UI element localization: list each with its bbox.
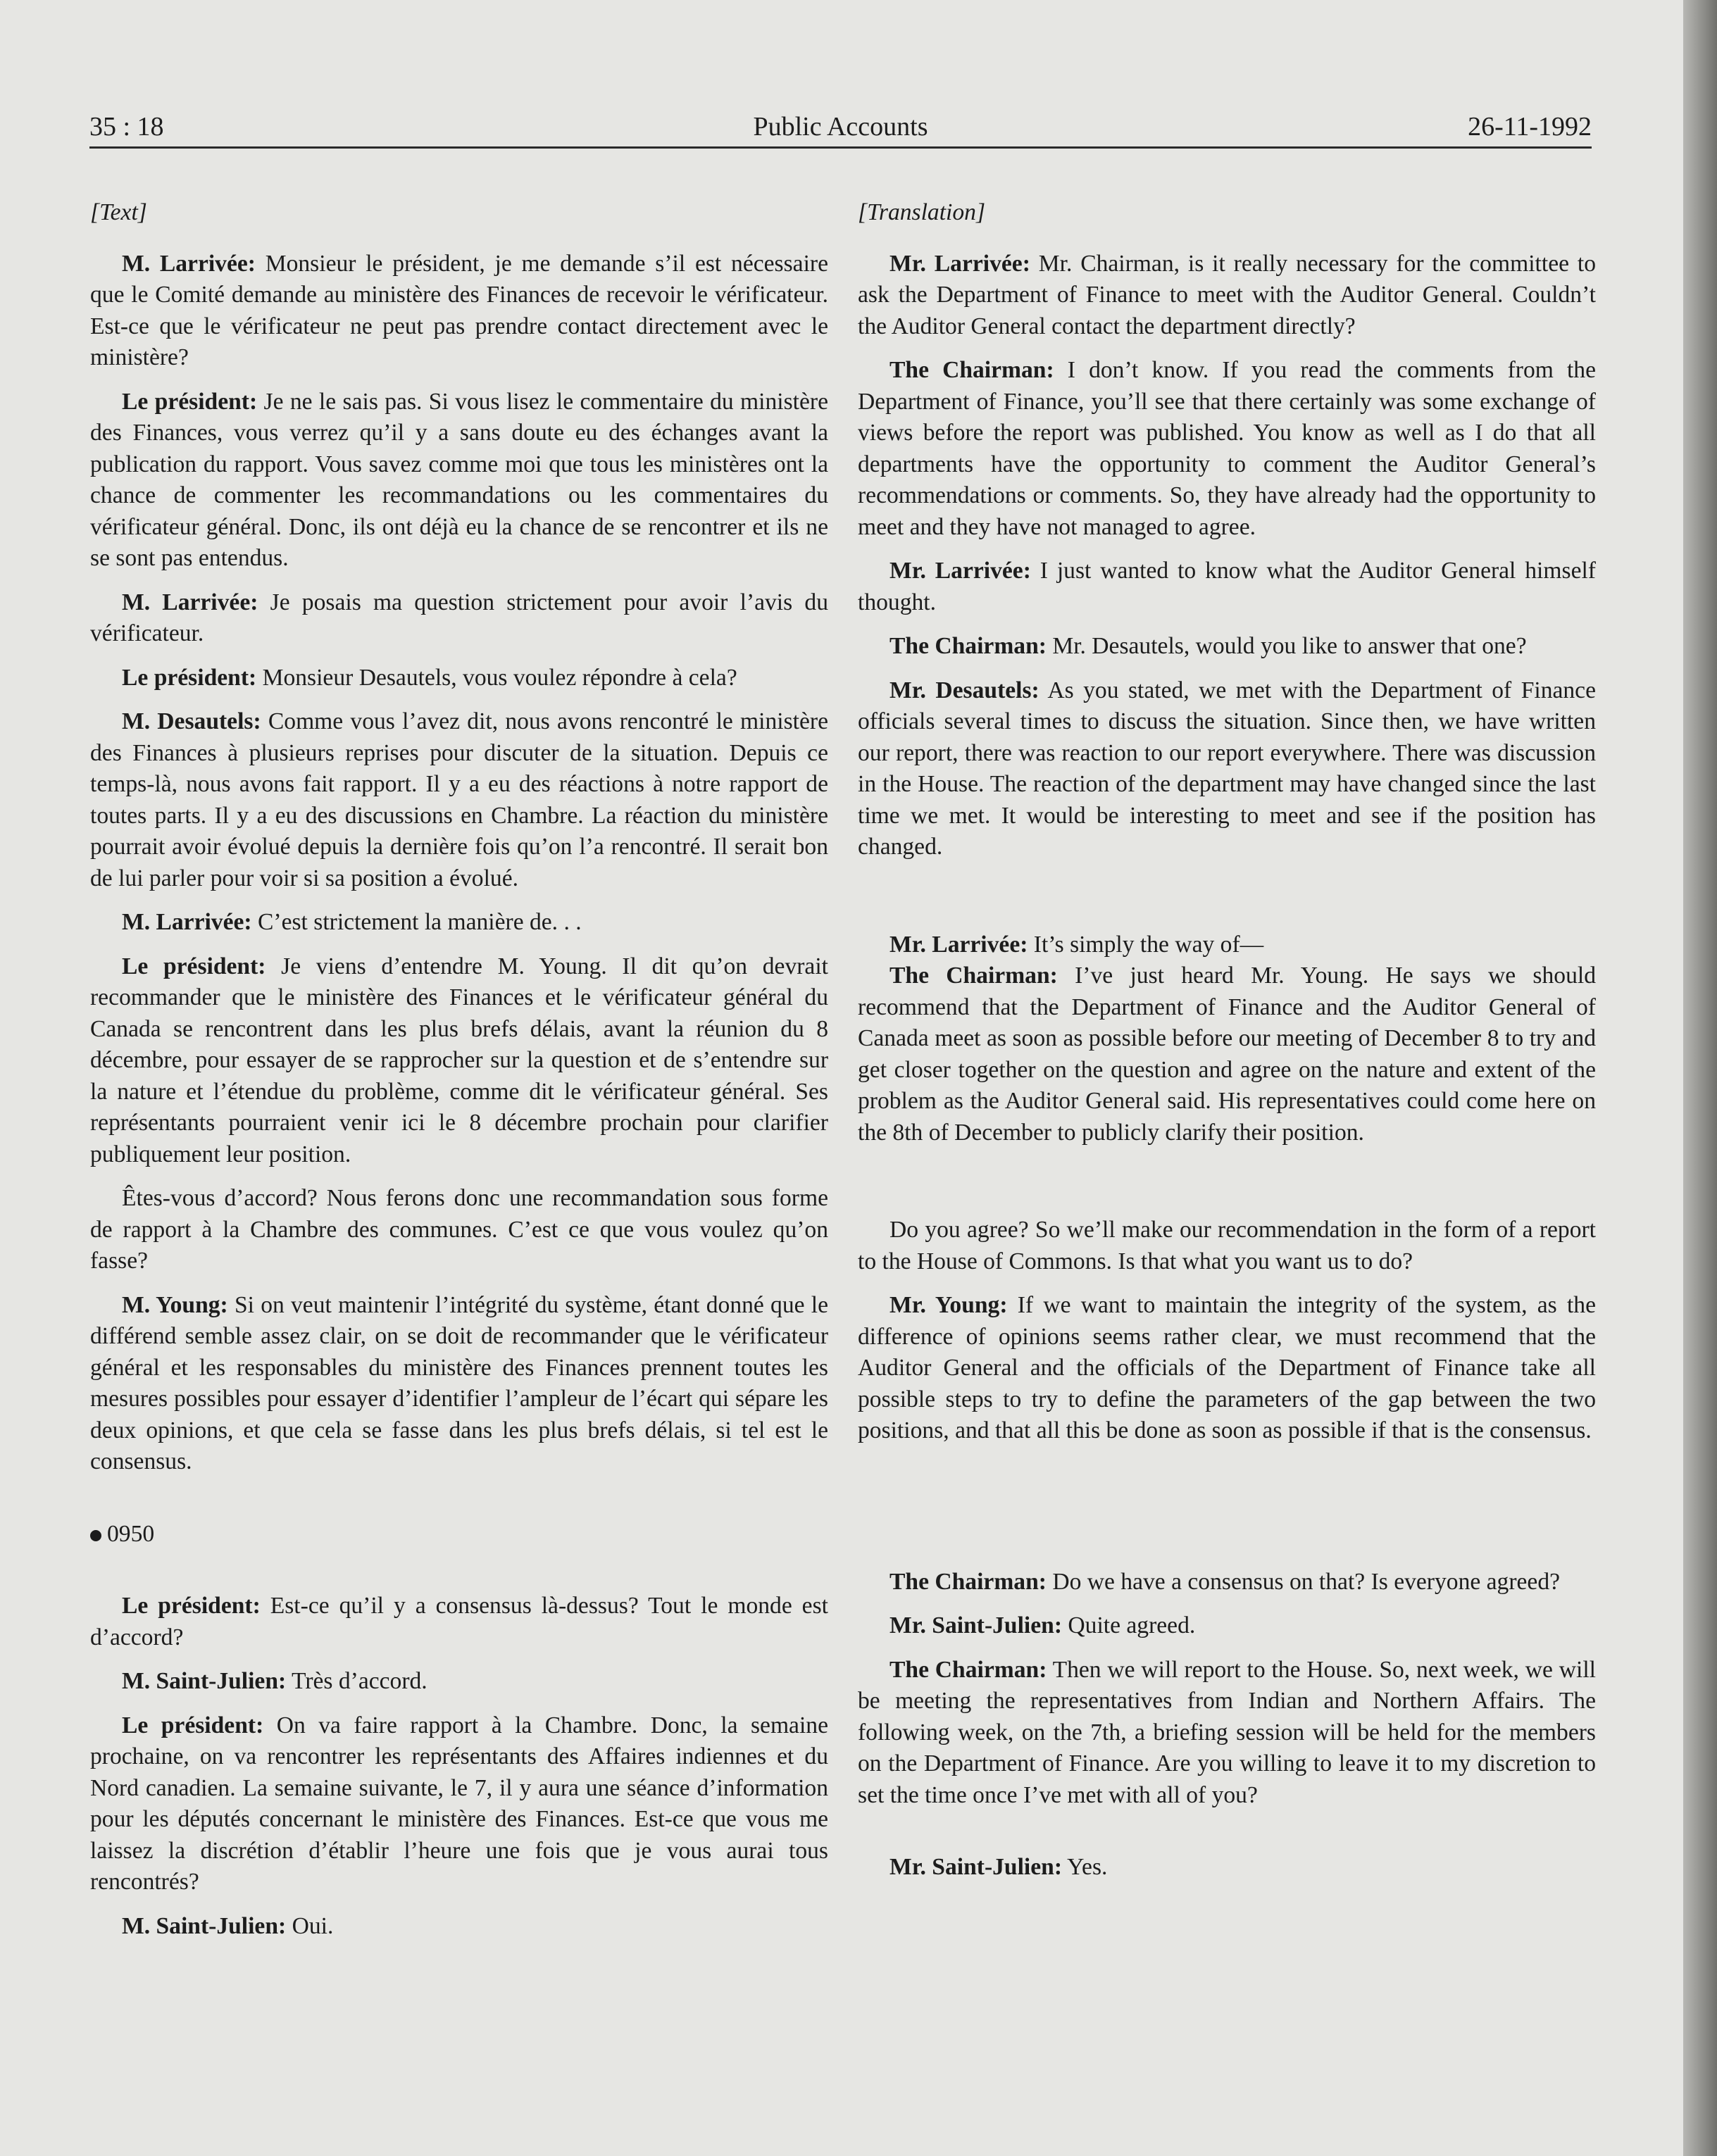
speaker: M. Larrivée: — [122, 589, 258, 615]
header-date: 26-11-1992 — [1468, 112, 1592, 142]
speech-paragraph — [858, 1655, 1596, 1812]
time-marker — [90, 1519, 828, 1550]
speaker: Le président: — [122, 1593, 261, 1619]
right-column-english — [858, 197, 1596, 1884]
speech-text: Je posais ma question strictement pour avoir l’avis du vérificateur. — [90, 589, 828, 646]
speaker: Le président: — [122, 1712, 264, 1738]
speech-paragraph — [858, 675, 1596, 863]
bullet-icon — [90, 1530, 101, 1541]
speech-paragraph — [858, 556, 1596, 618]
running-title: Public Accounts — [753, 112, 928, 142]
speaker: Le président: — [122, 953, 266, 979]
time-marker-text: 0950 — [107, 1520, 155, 1547]
speaker: The Chairman: — [889, 357, 1054, 383]
speech-paragraph — [90, 1710, 828, 1898]
speech-text: Do you agree? So we’ll make our recommendation in the form of a report to the House of Commons. Is that what you want us to do? — [858, 1217, 1596, 1274]
speaker: The Chairman: — [889, 1568, 1047, 1595]
speaker: M. Larrivée: — [122, 909, 252, 935]
speech-text: Si on veut maintenir l’intégrité du système, étant donné que le différend semble assez clair, on se doit de recommander que le vérificateur général et les responsables du ministère des Finances prennent toutes les mesures possibles pour essayer d’identifier l’ampleur de l’écart qui sépare les deux opinions, et que cela se fasse dans les plus brefs délais, si tel est le consensus. — [90, 1291, 828, 1474]
speaker: M. Saint-Julien: — [122, 1912, 287, 1939]
speech-text: As you stated, we met with the Department of Finance officials several times to discuss the situation. Since then, we have written our report, there was reaction to our report everywhere. There was discussion in the House. The reaction of the department may have changed since the last time we met. It would be interesting to meet and see if the position has changed. — [858, 677, 1596, 860]
speech-paragraph — [90, 1911, 828, 1943]
speech-text: I’ve just heard Mr. Young. He says we should recommend that the Department of Finance and the Auditor General of Canada meet as soon as possible before our meeting of December 8 to try and get closer together on the question and agree on the nature and extent of the problem as the Auditor General said. His representatives could come here on the 8th of December to publicly clarify their position. — [858, 963, 1596, 1146]
speech-text: I just wanted to know what the Auditor General himself thought. — [858, 558, 1596, 615]
speech-text: Mr. Chairman, is it really necessary for the committee to ask the Department of Finance to meet with the Auditor General. Couldn’t the Auditor General contact the department directly? — [858, 250, 1596, 339]
speech-paragraph — [90, 1666, 828, 1698]
speech-text: Très d’accord. — [286, 1668, 427, 1694]
page-edge-shadow — [1683, 0, 1717, 2156]
speech-paragraph — [90, 951, 828, 1171]
speech-text: Do we have a consensus on that? Is everyone agreed? — [1046, 1568, 1561, 1595]
speaker: M. Desautels: — [122, 708, 261, 734]
speech-paragraph — [858, 929, 1596, 961]
speech-text: On va faire rapport à la Chambre. Donc, la semaine prochaine, on va rencontrer les représentants des Affaires indiennes et du Nord canadien. La semaine suivante, le 7, il y aura une séance d’information pour les députés concernant le ministère des Finances. Est-ce que vous me laissez la discrétion d’établir l’heure une fois que je vous aurai tous rencontrés? — [90, 1712, 828, 1895]
speaker: M. Larrivée: — [122, 250, 256, 277]
speaker: Mr. Desautels: — [889, 677, 1039, 703]
speaker: Mr. Young: — [889, 1292, 1008, 1318]
speech-paragraph — [858, 1290, 1596, 1447]
speech-paragraph — [90, 1290, 828, 1478]
speech-paragraph — [90, 1591, 828, 1653]
speech-paragraph — [858, 960, 1596, 1148]
speaker: Mr. Larrivée: — [889, 558, 1031, 584]
speaker: The Chairman: — [889, 1656, 1047, 1683]
speech-paragraph — [858, 1852, 1596, 1884]
speech-text: Monsieur le président, je me demande s’il est nécessaire que le Comité demande au ministère des Finances de recevoir le vérificateur. Est-ce que le vérificateur ne peut pas prendre contact directement avec le ministère? — [90, 250, 828, 370]
language-label: [Text] — [90, 199, 147, 225]
speech-text: Est-ce qu’il y a consensus là-dessus? Tout le monde est d’accord? — [90, 1593, 828, 1650]
speaker: The Chairman: — [889, 963, 1058, 989]
speech-paragraph — [858, 631, 1596, 663]
speech-paragraph — [90, 907, 828, 939]
page-number: 35 : 18 — [89, 112, 164, 142]
speaker: The Chairman: — [889, 633, 1047, 659]
speaker: Le président: — [122, 388, 258, 415]
speech-text: Mr. Desautels, would you like to answer that one? — [1046, 633, 1527, 659]
language-label: [Translation] — [858, 199, 986, 225]
speech-paragraph — [858, 1610, 1596, 1642]
speech-paragraph — [858, 1215, 1596, 1277]
speech-text: C’est strictement la manière de. . . — [251, 909, 582, 935]
speaker: M. Young: — [122, 1291, 228, 1318]
speech-paragraph — [858, 249, 1596, 343]
speech-text: Je viens d’entendre M. Young. Il dit qu’on devrait recommander que le ministère des Finances et le vérificateur général du Canada se rencontrent dans les plus brefs délais, avant la réunion du 8 décembre, pour essayer de se rapprocher sur la question et de s’entendre sur la nature et l’étendue du problème, comme dit le vérificateur général. Ses représentants pourraient venir ici le 8 décembre prochain pour clarifier publiquement leur position. — [90, 953, 828, 1167]
speech-paragraph — [90, 587, 828, 650]
speaker: Mr. Saint-Julien: — [889, 1612, 1063, 1638]
speech-text: If we want to maintain the integrity of the system, as the difference of opinions seems rather clear, we must recommend that the Auditor General and the officials of the Department of Finance take all possible steps to try to define the parameters of the gap between the two positions, and that all this be done as soon as possible if that is the consensus. — [858, 1292, 1596, 1443]
speech-text: Yes. — [1062, 1854, 1108, 1880]
speech-text: Oui. — [286, 1912, 334, 1939]
speaker: Mr. Larrivée: — [889, 250, 1030, 277]
page-header — [89, 111, 1592, 146]
speech-paragraph — [90, 663, 828, 694]
speech-paragraph — [90, 387, 828, 575]
speech-text: Êtes-vous d’accord? Nous ferons donc une recommandation sous forme de rapport à la Chambre des communes. C’est ce que vous voulez qu’on fasse? — [90, 1185, 828, 1274]
speech-paragraph — [90, 1183, 828, 1277]
header-rule — [89, 146, 1592, 149]
left-column-french — [90, 197, 828, 1942]
speech-text: I don’t know. If you read the comments from the Department of Finance, you’ll see that there certainly was some exchange of views before the report was published. You know as well as I do that all departments have the opportunity to comment the Auditor General’s recommendations or comments. So, they have already had the opportunity to meet and they have not managed to agree. — [858, 357, 1596, 540]
speech-paragraph — [858, 355, 1596, 543]
speech-paragraph — [90, 249, 828, 374]
speech-text: Then we will report to the House. So, next week, we will be meeting the representatives from Indian and Northern Affairs. The following week, on the 7th, a briefing session will be held for the members on the Department of Finance. Are you willing to leave it to my discretion to set the time once I’ve met with all of you? — [858, 1656, 1596, 1808]
speech-text: Quite agreed. — [1062, 1612, 1196, 1638]
speaker: Mr. Saint-Julien: — [889, 1854, 1063, 1880]
speech-text: Comme vous l’avez dit, nous avons rencontré le ministère des Finances à plusieurs reprises pour discuter de la situation. Depuis ce temps-là, nous avons fait rapport. Il y a eu des réactions à notre rapport de toutes parts. Il y a eu des discussions en Chambre. La réaction du ministère pourrait avoir évolué depuis la dernière fois qu’on l’a rencontré. Il serait bon de lui parler pour voir si sa position a évolué. — [90, 708, 828, 891]
speech-paragraph — [90, 706, 828, 894]
speech-text: It’s simply the way of— — [1028, 931, 1264, 958]
speaker: Mr. Larrivée: — [889, 931, 1028, 958]
speech-text: Monsieur Desautels, vous voulez répondre à cela? — [256, 664, 737, 691]
speech-text: Je ne le sais pas. Si vous lisez le commentaire du ministère des Finances, vous verrez qu’il y a sans doute eu des échanges avant la publication du rapport. Vous savez comme moi que tous les ministères ont la chance de commenter les recommandations ou les commentaires du vérificateur général. Donc, ils ont déjà eu la chance de se rencontrer et ils ne se sont pas entendus. — [90, 388, 828, 571]
speaker: M. Saint-Julien: — [122, 1668, 287, 1694]
speaker: Le président: — [122, 664, 257, 691]
speech-paragraph — [858, 1567, 1596, 1598]
